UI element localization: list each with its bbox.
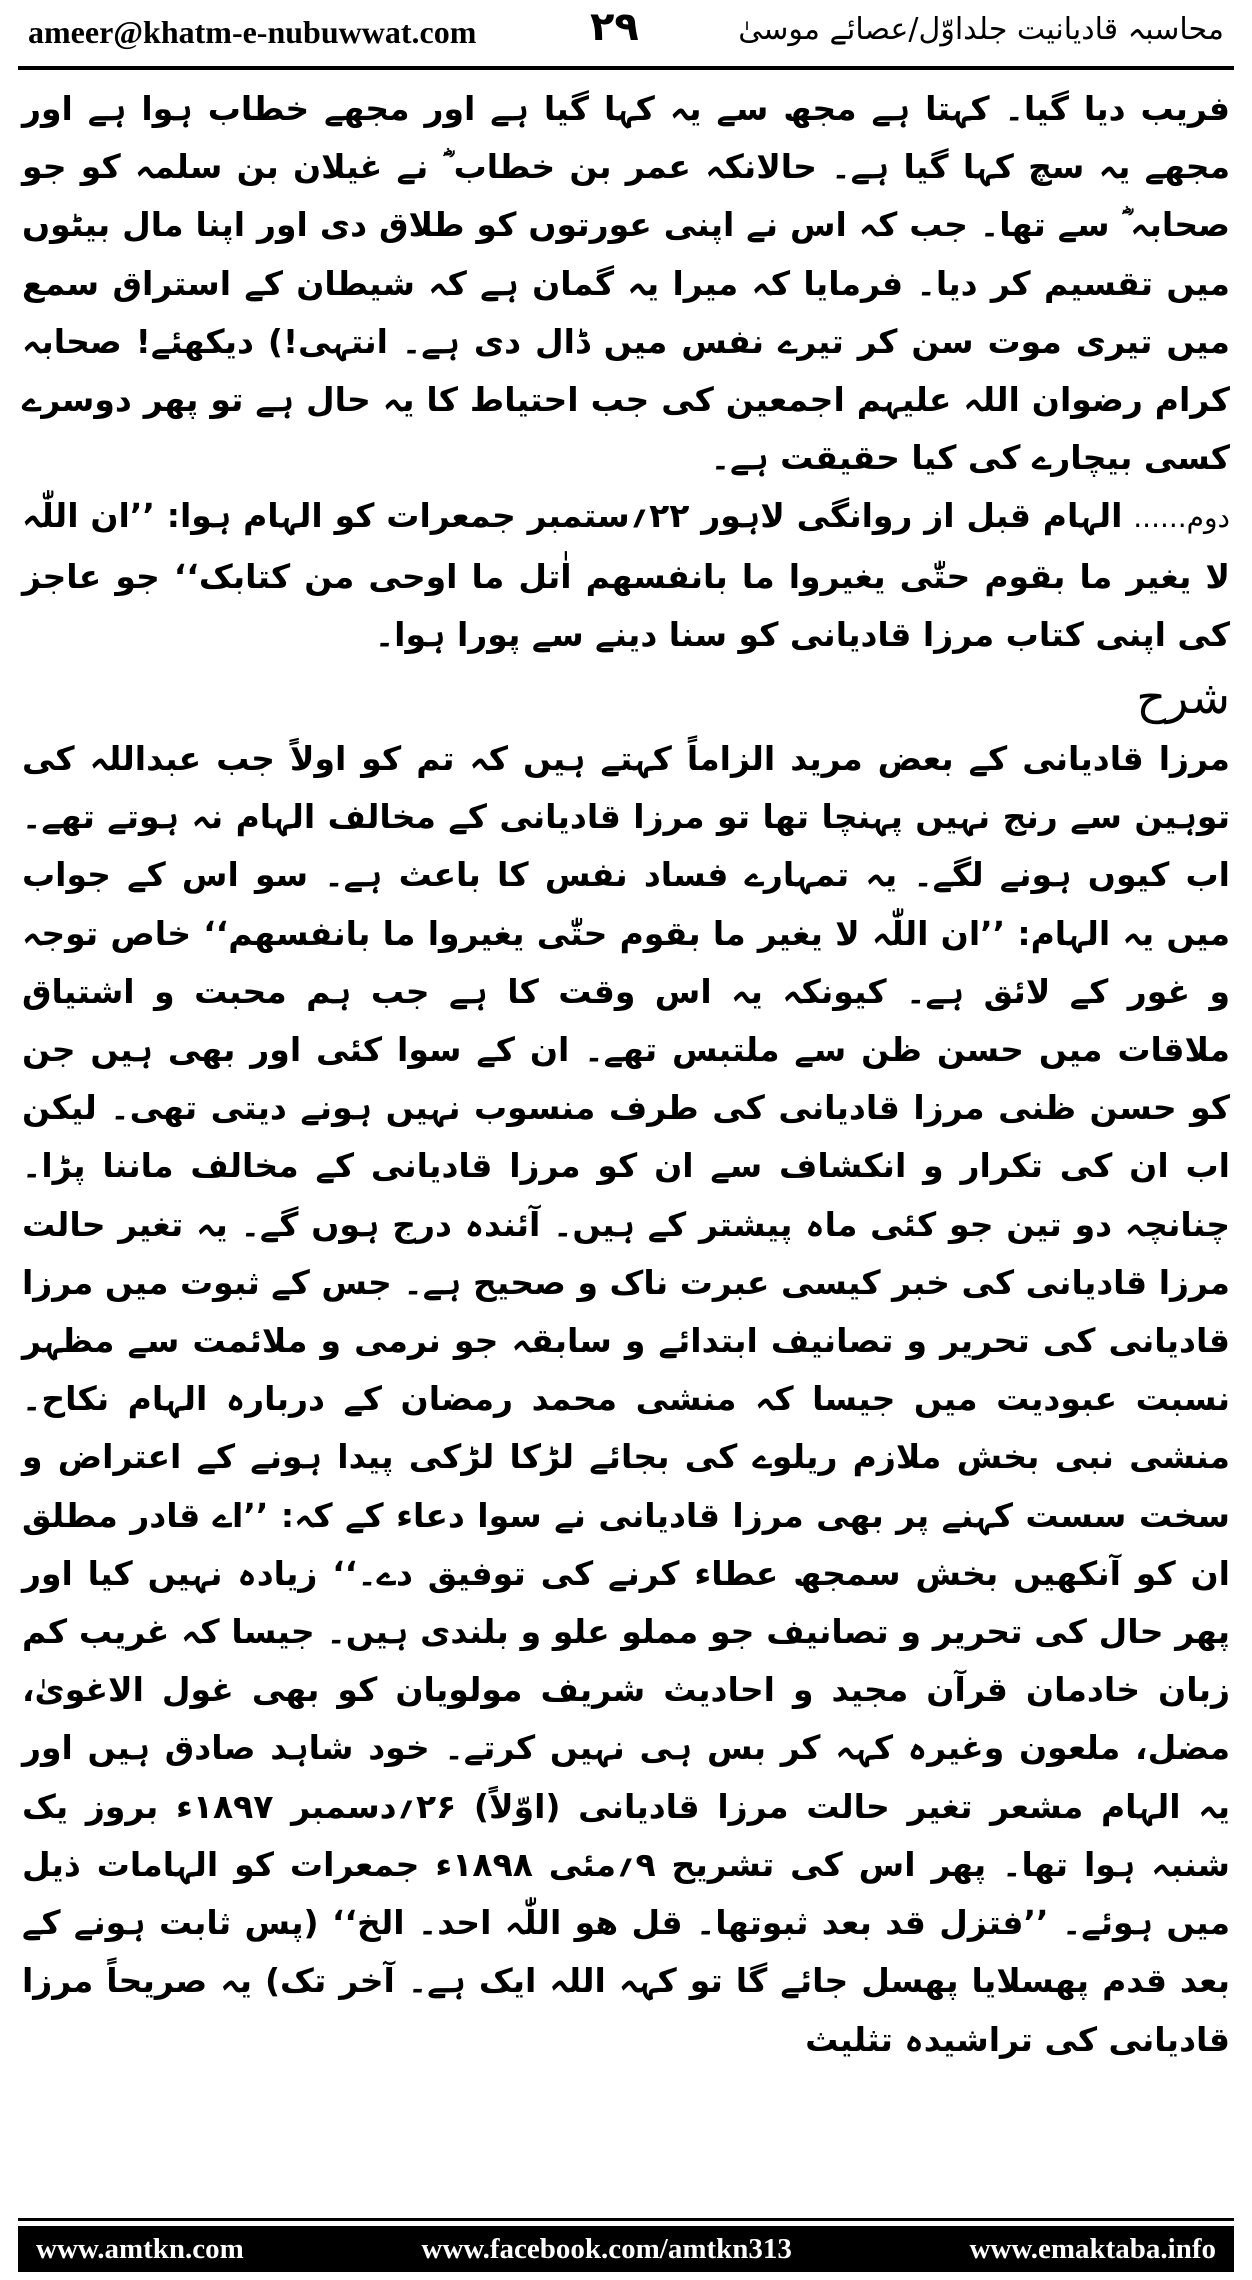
page-header — [0, 0, 1252, 78]
paragraph-1: فریب دیا گیا۔ کہتا ہے مجھ سے یہ کہا گیا ہے اور مجھے خطاب ہوا ہے اور مجھے یہ سچ کہا گیا ہے۔ حالانکہ عمر بن خطاب ؓ نے غیلان بن سلمہ کو جو صحابہ ؓ سے تھا۔ جب کہ اس نے اپنی عورتوں کو طلاق دی اور اپنا مال بیٹوں میں تقسیم کر دیا۔ فرمایا کہ میرا یہ گمان ہے کہ شیطان کے استراق سمع میں تیری موت سن کر تیرے نفس میں ڈال دی ہے۔ انتہی!) دیکھئے! صحابہ کرام رضوان اللہ علیہم اجمعین کی جب احتیاط کا یہ حال ہے تو پھر دوسرے کسی بیچارے کی کیا حقیقت ہے۔ — [22, 89, 1230, 478]
footer-link-amtkn[interactable]: www.amtkn.com — [36, 2232, 244, 2265]
page-body — [22, 80, 1230, 2069]
footer-divider — [18, 2218, 1234, 2221]
book-title: محاسبہ قادیانیت جلداوّل/عصائے موسیٰ — [738, 12, 1224, 47]
section-label-dom: دوم...... — [1133, 501, 1230, 535]
footer-link-facebook[interactable]: www.facebook.com/amtkn313 — [421, 2232, 792, 2265]
page-footer — [18, 2226, 1234, 2272]
paragraph-2 — [22, 487, 1230, 664]
section-heading-sharh: شرح — [1136, 670, 1230, 725]
footer-link-emaktaba[interactable]: www.emaktaba.info — [969, 2232, 1216, 2265]
page-number: ۲۹ — [590, 4, 639, 50]
header-email: ameer@khatm-e-nubuwwat.com — [28, 14, 477, 50]
paragraph-3: مرزا قادیانی کے بعض مرید الزاماً کہتے ہیں کہ تم کو اولاً جب عبداللہ کی توہین سے رنج نہیں پہنچا تھا تو مرزا قادیانی کے مخالف الہام نہ ہوتے تھے۔ اب کیوں ہونے لگے۔ یہ تمہارے فساد نفس کا باعث ہے۔ سو اس کے جواب میں یہ الہام: ’’ان اللّٰہ لا یغیر ما بقوم حتّٰی یغیروا ما بانفسھم‘‘ خاص توجہ و غور کے لائق ہے۔ کیونکہ یہ اس وقت کا ہے جب ہم محبت و اشتیاق ملاقات میں حسن ظن سے ملتبس تھے۔ ان کے سوا کئی اور بھی ہیں جن کو حسن ظنی مرزا قادیانی کی طرف منسوب نہیں ہونے دیتی تھی۔ لیکن اب ان کی تکرار و انکشاف سے ان کو مرزا قادیانی کے مخالف ماننا پڑا۔ چنانچہ دو تین جو کئی ماہ پیشتر کے ہیں۔ آئندہ درج ہوں گے۔ یہ تغیر حالت مرزا قادیانی کی خبر کیسی عبرت ناک و صحیح ہے۔ جس کے ثبوت میں مرزا قادیانی کی تحریر و تصانیف ابتدائے و سابقہ جو نرمی و ملائمت سے مظہر نسبت عبودیت میں جیسا کہ منشی محمد رمضان کے دربارہ الہام نکاح۔ منشی نبی بخش ملازم ریلوے کی بجائے لڑکا لڑکی پیدا ہونے کے اعتراض و سخت سست کہنے پر بھی مرزا قادیانی نے سوا دعاء کے کہ: ’’اے قادر مطلق ان کو آنکھیں بخش سمجھ عطاء کرنے کی توفیق دے۔‘‘ زیادہ نہیں کیا اور پھر حال کی تحریر و تصانیف جو مملو علو و بلندی ہیں۔ جیسا کہ غریب کم زبان خادمان قرآن مجید و احادیث شریف مولویان کو بھی غول الاغویٰ، مضل، ملعون وغیرہ کہہ کر بس ہی نہیں کرتے۔ خود شاہد صادق ہیں اور یہ الہام مشعر تغیر حالت مرزا قادیانی (اوّلاً) ۲۶؍دسمبر ۱۸۹۷ء بروز یک شنبہ ہوا تھا۔ پھر اس کی تشریح ۹؍مئی ۱۸۹۸ء جمعرات کو الہامات ذیل میں ہوئے۔ ’’فتزل قد بعد ثبوتھا۔ قل ھو اللّٰہ احد۔ الخ‘‘ (پس ثابت ہونے کے بعد قدم پھسلایا پھسل جائے گا تو کہہ اللہ ایک ہے۔ آخر تک) یہ صریحاً مرزا قادیانی کی تراشیدہ تثلیث — [22, 739, 1230, 2059]
header-divider — [18, 66, 1234, 70]
paragraph-2-text: الہام قبل از روانگی لاہور ۲۲؍ستمبر جمعرات کو الہام ہوا: ’’ان اللّٰہ لا یغیر ما بقوم حتّٰی یغیروا ما بانفسھم اٰتل ما اوحی من کتابک‘‘ جو عاجز کی اپنی کتاب مرزا قادیانی کو سنا دینے سے پورا ہوا۔ — [22, 496, 1230, 654]
